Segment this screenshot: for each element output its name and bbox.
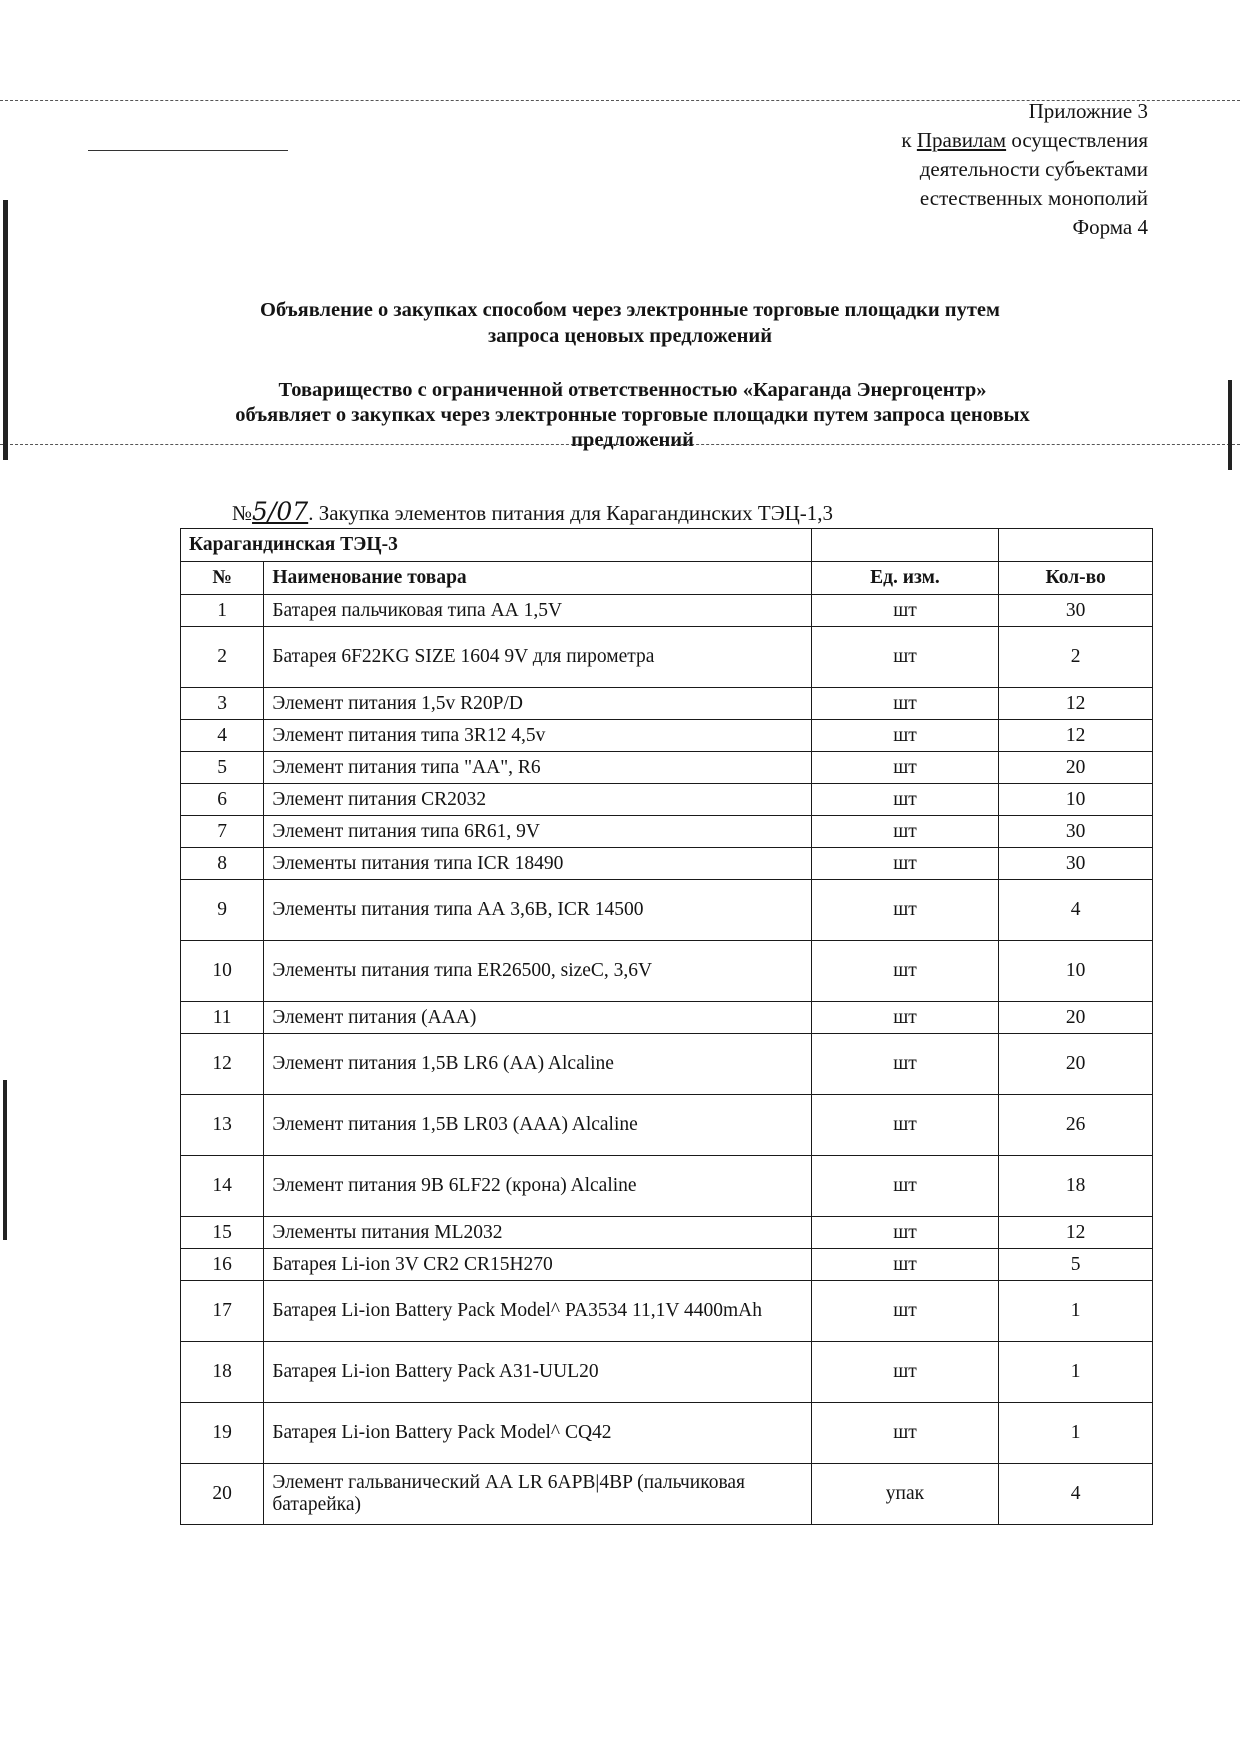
table-row xyxy=(181,752,1153,784)
cell-qty: 12 xyxy=(999,720,1153,752)
table-row xyxy=(181,1249,1153,1281)
appendix-line-1: Приложние 3 xyxy=(1028,99,1148,123)
cell-name: Элементы питания типа ICR 18490 xyxy=(264,848,811,880)
table-plant-row xyxy=(181,529,1153,562)
cell-no: 2 xyxy=(181,627,264,688)
cell-unit: упак xyxy=(811,1464,999,1525)
cell-no: 3 xyxy=(181,688,264,720)
cell-name: Батарея Li-ion Battery Pack Model^ PA3534 11,1V 4400mAh xyxy=(264,1281,811,1342)
cell-qty: 10 xyxy=(999,941,1153,1002)
cell-no: 1 xyxy=(181,595,264,627)
cell-unit: шт xyxy=(811,1403,999,1464)
appendix-line-2-prefix: к xyxy=(901,128,917,152)
plant-row-empty-qty xyxy=(999,529,1153,562)
cell-name: Элемент питания типа 3R12 4,5v xyxy=(264,720,811,752)
cell-name: Элемент питания типа "АА", R6 xyxy=(264,752,811,784)
table-row xyxy=(181,1034,1153,1095)
cell-name: Элемент питания (ААА) xyxy=(264,1002,811,1034)
form-number: Форма 4 xyxy=(1072,215,1148,239)
cell-unit: шт xyxy=(811,1217,999,1249)
cell-name: Батарея Li-ion Battery Pack Model^ CQ42 xyxy=(264,1403,811,1464)
lot-line xyxy=(232,497,833,526)
cell-qty: 30 xyxy=(999,595,1153,627)
cell-unit: шт xyxy=(811,1281,999,1342)
cell-unit: шт xyxy=(811,1034,999,1095)
cell-qty: 26 xyxy=(999,1095,1153,1156)
table-row xyxy=(181,941,1153,1002)
cell-qty: 20 xyxy=(999,1034,1153,1095)
cell-qty: 2 xyxy=(999,627,1153,688)
cell-name: Элемент питания 1,5В LR03 (ААА) Alcaline xyxy=(264,1095,811,1156)
cell-unit: шт xyxy=(811,595,999,627)
header-qty: Кол-во xyxy=(999,562,1153,595)
cell-no: 20 xyxy=(181,1464,264,1525)
cell-name: Элемент питания 1,5v R20P/D xyxy=(264,688,811,720)
lot-description: . Закупка элементов питания для Карагандинских ТЭЦ-1,3 xyxy=(308,501,833,525)
cell-no: 13 xyxy=(181,1095,264,1156)
lot-number: 5/07 xyxy=(252,497,309,526)
table-row xyxy=(181,720,1153,752)
cell-no: 10 xyxy=(181,941,264,1002)
cell-no: 9 xyxy=(181,880,264,941)
margin-mark-left-lower xyxy=(3,1080,7,1240)
cell-no: 18 xyxy=(181,1342,264,1403)
table-row xyxy=(181,848,1153,880)
cell-qty: 20 xyxy=(999,1002,1153,1034)
cell-unit: шт xyxy=(811,1002,999,1034)
cell-name: Элементы питания типа АА 3,6В, ICR 14500 xyxy=(264,880,811,941)
table-header-row xyxy=(181,562,1153,595)
cell-unit: шт xyxy=(811,848,999,880)
appendix-line-2 xyxy=(901,126,1148,155)
cell-qty: 30 xyxy=(999,816,1153,848)
cell-unit: шт xyxy=(811,720,999,752)
cell-qty: 4 xyxy=(999,880,1153,941)
cell-name: Батарея пальчиковая типа АА 1,5V xyxy=(264,595,811,627)
table-row xyxy=(181,1464,1153,1525)
organization-line-3: предложений xyxy=(571,429,694,451)
table-row xyxy=(181,627,1153,688)
cell-qty: 12 xyxy=(999,1217,1153,1249)
document-title xyxy=(150,297,1110,349)
table-row xyxy=(181,816,1153,848)
table-row xyxy=(181,1281,1153,1342)
header-unit: Ед. изм. xyxy=(811,562,999,595)
table-row xyxy=(181,784,1153,816)
cell-no: 4 xyxy=(181,720,264,752)
organization-line-1: Товарищество с ограниченной ответственностью «Караганда Энергоцентр» xyxy=(278,379,987,401)
cell-qty: 30 xyxy=(999,848,1153,880)
table-row xyxy=(181,595,1153,627)
cell-no: 15 xyxy=(181,1217,264,1249)
cell-unit: шт xyxy=(811,1342,999,1403)
cell-no: 7 xyxy=(181,816,264,848)
plant-name: Карагандинская ТЭЦ-3 xyxy=(181,529,812,562)
table-row xyxy=(181,1342,1153,1403)
cell-unit: шт xyxy=(811,688,999,720)
cell-name: Элемент питания CR2032 xyxy=(264,784,811,816)
table-row xyxy=(181,1002,1153,1034)
appendix-rules-link: Правилам xyxy=(916,128,1007,152)
margin-mark-right xyxy=(1228,380,1232,470)
cell-name: Элемент питания 9В 6LF22 (крона) Alcaline xyxy=(264,1156,811,1217)
cell-qty: 10 xyxy=(999,784,1153,816)
organization-announcement xyxy=(150,378,1115,453)
cell-qty: 1 xyxy=(999,1281,1153,1342)
items-table xyxy=(180,528,1153,1525)
appendix-block xyxy=(901,97,1148,242)
cell-name: Элемент гальванический АА LR 6APB|4BP (пальчиковая батарейка) xyxy=(264,1464,811,1525)
table-row xyxy=(181,1156,1153,1217)
appendix-line-2-suffix: осуществления xyxy=(1006,128,1148,152)
cell-qty: 1 xyxy=(999,1403,1153,1464)
cell-no: 6 xyxy=(181,784,264,816)
cell-qty: 5 xyxy=(999,1249,1153,1281)
lot-number-sign: № xyxy=(232,501,253,525)
header-no: № xyxy=(181,562,264,595)
cell-unit: шт xyxy=(811,627,999,688)
cell-name: Батарея 6F22KG SIZE 1604 9V для пирометра xyxy=(264,627,811,688)
cell-unit: шт xyxy=(811,816,999,848)
cell-unit: шт xyxy=(811,752,999,784)
cell-qty: 4 xyxy=(999,1464,1153,1525)
table-row xyxy=(181,880,1153,941)
cell-unit: шт xyxy=(811,1095,999,1156)
table-row xyxy=(181,1403,1153,1464)
cell-no: 11 xyxy=(181,1002,264,1034)
cell-unit: шт xyxy=(811,1249,999,1281)
cell-no: 12 xyxy=(181,1034,264,1095)
table-row xyxy=(181,688,1153,720)
cell-name: Элемент питания 1,5В LR6 (АА) Alcaline xyxy=(264,1034,811,1095)
cell-no: 8 xyxy=(181,848,264,880)
header-name: Наименование товара xyxy=(264,562,811,595)
document-title-line-1: Объявление о закупках способом через электронные торговые площадки путем xyxy=(260,299,1000,321)
margin-mark-left xyxy=(3,200,8,460)
cell-name: Батарея Li-ion 3V CR2 CR15H270 xyxy=(264,1249,811,1281)
cell-no: 14 xyxy=(181,1156,264,1217)
appendix-line-3: деятельности субъектами xyxy=(919,157,1148,181)
cell-unit: шт xyxy=(811,1156,999,1217)
cell-name: Элемент питания типа 6R61, 9V xyxy=(264,816,811,848)
cell-unit: шт xyxy=(811,941,999,1002)
plant-row-empty-unit xyxy=(811,529,999,562)
document-title-line-2: запроса ценовых предложений xyxy=(487,325,773,347)
cell-unit: шт xyxy=(811,784,999,816)
cell-qty: 18 xyxy=(999,1156,1153,1217)
organization-line-2: объявляет о закупках через электронные торговые площадки путем запроса ценовых xyxy=(235,404,1030,426)
appendix-line-4: естественных монополий xyxy=(919,186,1148,210)
table-row xyxy=(181,1217,1153,1249)
cell-no: 5 xyxy=(181,752,264,784)
cell-name: Батарея Li-ion Battery Pack A31-UUL20 xyxy=(264,1342,811,1403)
cell-unit: шт xyxy=(811,880,999,941)
cell-name: Элементы питания типа ER26500, sizeC, 3,6V xyxy=(264,941,811,1002)
cell-no: 19 xyxy=(181,1403,264,1464)
cell-no: 17 xyxy=(181,1281,264,1342)
table-row xyxy=(181,1095,1153,1156)
stamp-line xyxy=(88,150,288,151)
cell-qty: 1 xyxy=(999,1342,1153,1403)
cell-qty: 12 xyxy=(999,688,1153,720)
cell-qty: 20 xyxy=(999,752,1153,784)
cell-no: 16 xyxy=(181,1249,264,1281)
cell-name: Элементы питания ML2032 xyxy=(264,1217,811,1249)
